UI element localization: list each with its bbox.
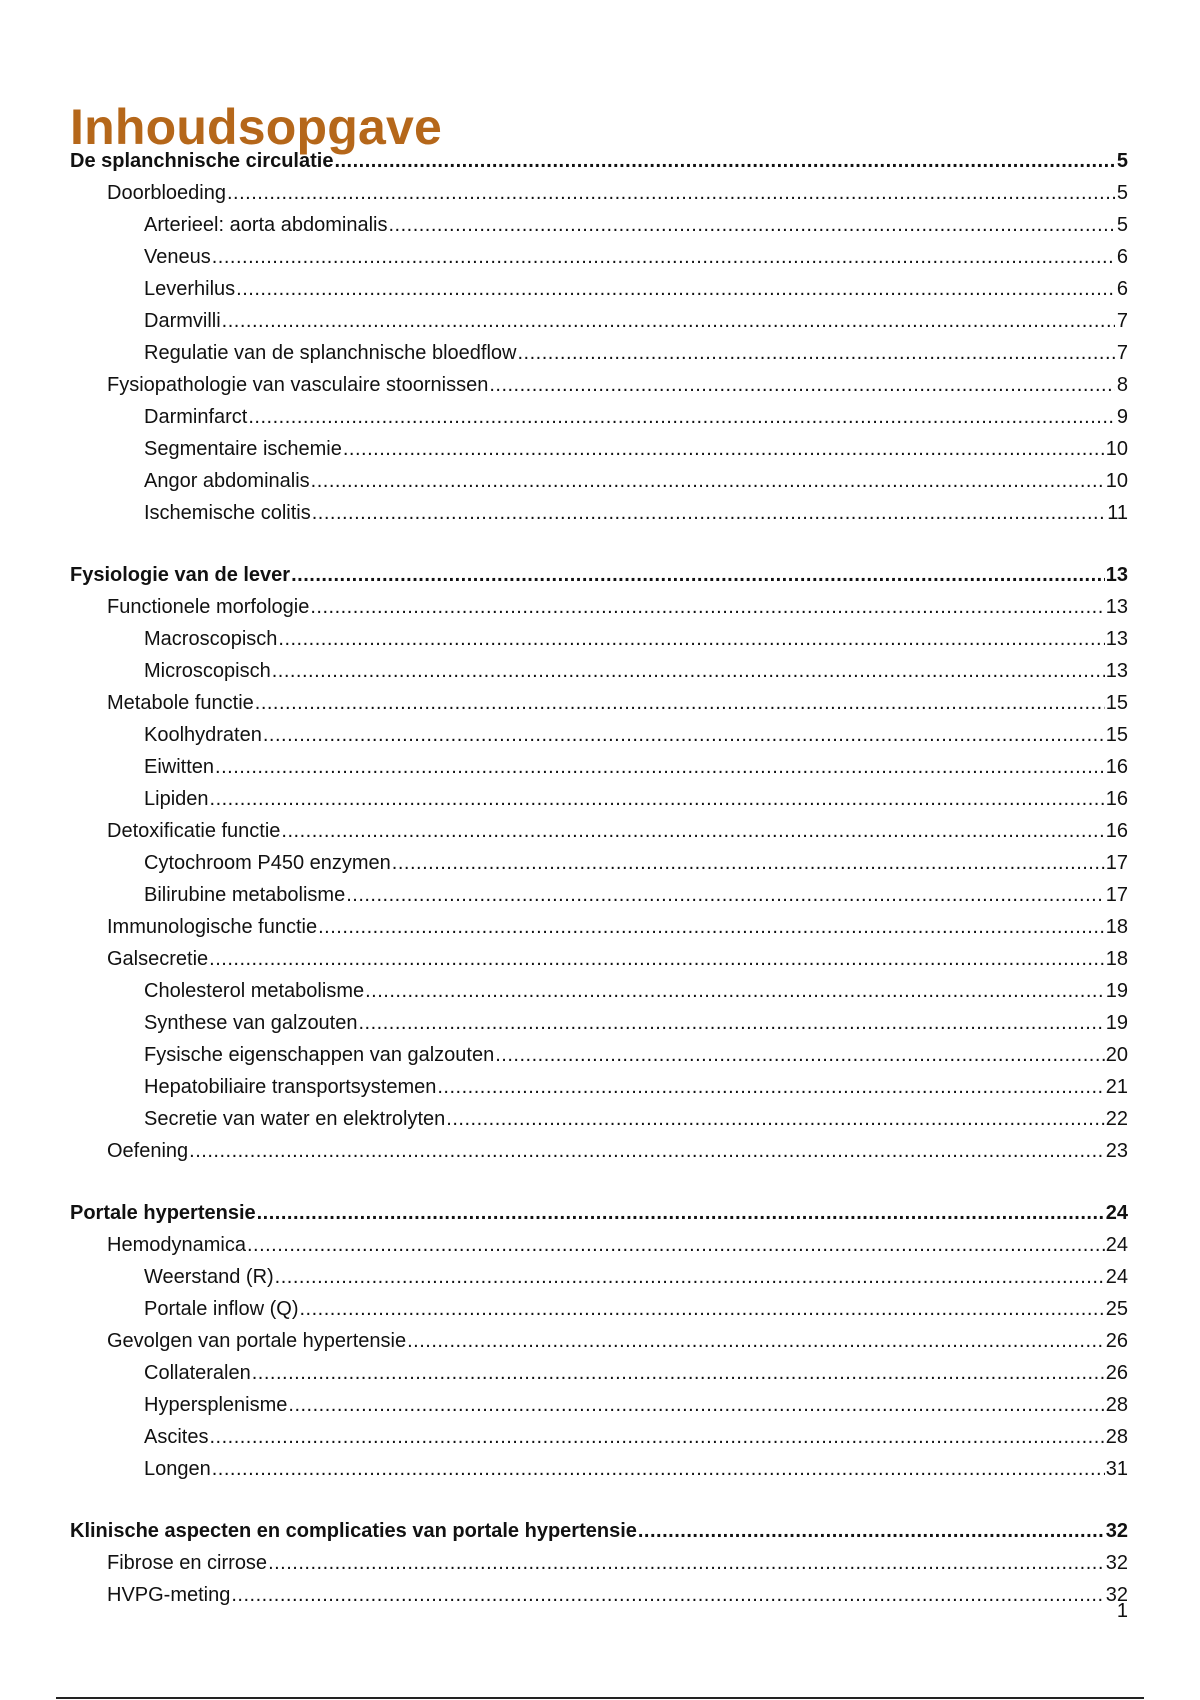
toc-entry-page: 32 xyxy=(1105,1520,1128,1542)
toc-entry-page: 26 xyxy=(1105,1362,1128,1384)
toc-entry-label: De splanchnische circulatie xyxy=(70,150,334,172)
toc-entry-page: 16 xyxy=(1105,756,1128,778)
toc-entry-page: 32 xyxy=(1105,1584,1128,1606)
toc-entry-page: 23 xyxy=(1105,1140,1128,1162)
toc-subsection-entry[interactable] xyxy=(70,1389,1128,1421)
toc-subsection-entry[interactable] xyxy=(70,273,1128,305)
toc-dot-leader xyxy=(209,1421,1104,1453)
toc-entry-page: 24 xyxy=(1105,1266,1128,1288)
toc-subsection-entry[interactable] xyxy=(70,1071,1128,1103)
toc-dot-leader xyxy=(318,911,1105,943)
toc-subsection-entry[interactable] xyxy=(70,623,1128,655)
toc-subsection-entry[interactable] xyxy=(70,975,1128,1007)
toc-entry-label: Darmvilli xyxy=(144,310,221,332)
toc-entry-label: Fysiologie van de lever xyxy=(70,564,291,586)
toc-subsection-entry[interactable] xyxy=(70,209,1128,241)
toc-dot-leader xyxy=(189,1135,1105,1167)
toc-dot-leader xyxy=(209,943,1105,975)
toc-subsection-entry[interactable] xyxy=(70,241,1128,273)
toc-entry-page: 5 xyxy=(1116,150,1128,172)
toc-entry-page: 5 xyxy=(1116,214,1128,236)
toc-entry-page: 19 xyxy=(1105,980,1128,1002)
toc-entry-page: 15 xyxy=(1105,724,1128,746)
toc-chapter-entry[interactable] xyxy=(70,1197,1128,1229)
toc-entry-label: Fysische eigenschappen van galzouten xyxy=(144,1044,495,1066)
toc-entry-label: Detoxificatie functie xyxy=(107,820,281,842)
toc-entry-page: 6 xyxy=(1116,246,1128,268)
toc-dot-leader xyxy=(281,815,1104,847)
toc-entry-page: 9 xyxy=(1116,406,1128,428)
toc-subsection-entry[interactable] xyxy=(70,337,1128,369)
toc-entry-page: 16 xyxy=(1105,788,1128,810)
toc-entry-label: Klinische aspecten en complicaties van portale hypertensie xyxy=(70,1520,637,1542)
toc-dot-leader xyxy=(278,623,1104,655)
toc-dot-leader xyxy=(495,1039,1105,1071)
toc-entry-page: 10 xyxy=(1105,438,1128,460)
toc-section-entry[interactable] xyxy=(70,369,1128,401)
toc-dot-leader xyxy=(437,1071,1104,1103)
toc-entry-page: 17 xyxy=(1105,884,1128,906)
toc-entry-label: Darminfarct xyxy=(144,406,248,428)
toc-entry-label: Immunologische functie xyxy=(107,916,318,938)
toc-dot-leader xyxy=(638,1515,1105,1547)
toc-entry-label: Portale inflow (Q) xyxy=(144,1298,299,1320)
toc-entry-page: 8 xyxy=(1116,374,1128,396)
toc-entry-page: 13 xyxy=(1105,628,1128,650)
toc-entry-label: Lipiden xyxy=(144,788,209,810)
toc-subsection-entry[interactable] xyxy=(70,465,1128,497)
toc-section xyxy=(70,145,1128,529)
toc-dot-leader xyxy=(365,975,1105,1007)
toc-entry-label: Hypersplenisme xyxy=(144,1394,288,1416)
toc-subsection-entry[interactable] xyxy=(70,1007,1128,1039)
toc-entry-label: Hemodynamica xyxy=(107,1234,246,1256)
toc-chapter-entry[interactable] xyxy=(70,145,1128,177)
toc-dot-leader xyxy=(227,177,1115,209)
toc-subsection-entry[interactable] xyxy=(70,497,1128,529)
toc-subsection-entry[interactable] xyxy=(70,719,1128,751)
toc-entry-page: 24 xyxy=(1105,1234,1128,1256)
toc-dot-leader xyxy=(212,241,1115,273)
toc-entry-page: 25 xyxy=(1105,1298,1128,1320)
toc-entry-page: 6 xyxy=(1116,278,1128,300)
toc-entry-page: 13 xyxy=(1105,660,1128,682)
toc-entry-label: Cytochroom P450 enzymen xyxy=(144,852,391,874)
toc-entry-label: Fysiopathologie van vasculaire stoornissen xyxy=(107,374,489,396)
toc-dot-leader xyxy=(346,879,1105,911)
toc-entry-label: Regulatie van de splanchnische bloedflow xyxy=(144,342,517,364)
toc-dot-leader xyxy=(236,273,1115,305)
toc-entry-label: Collateralen xyxy=(144,1362,251,1384)
toc-dot-leader xyxy=(257,1197,1105,1229)
toc-entry-page: 22 xyxy=(1105,1108,1128,1130)
toc-subsection-entry[interactable] xyxy=(70,401,1128,433)
toc-entry-page: 20 xyxy=(1105,1044,1128,1066)
toc-dot-leader xyxy=(312,497,1107,529)
toc-entry-label: Oefening xyxy=(107,1140,189,1162)
toc-entry-label: Macroscopisch xyxy=(144,628,278,650)
toc-entry-page: 10 xyxy=(1105,470,1128,492)
toc-section-entry[interactable] xyxy=(70,1229,1128,1261)
toc-section-entry[interactable] xyxy=(70,911,1128,943)
toc-dot-leader xyxy=(215,751,1105,783)
toc-subsection-entry[interactable] xyxy=(70,1293,1128,1325)
toc-entry-page: 18 xyxy=(1105,948,1128,970)
toc-section-entry[interactable] xyxy=(70,591,1128,623)
toc-dot-leader xyxy=(272,655,1105,687)
toc-subsection-entry[interactable] xyxy=(70,655,1128,687)
toc-dot-leader xyxy=(275,1261,1105,1293)
toc-entry-page: 13 xyxy=(1105,596,1128,618)
toc-entry-label: Arterieel: aorta abdominalis xyxy=(144,214,388,236)
toc-section-entry[interactable] xyxy=(70,1135,1128,1167)
toc-dot-leader xyxy=(359,1007,1105,1039)
toc-section xyxy=(70,1197,1128,1485)
toc-subsection-entry[interactable] xyxy=(70,751,1128,783)
toc-subsection-entry[interactable] xyxy=(70,783,1128,815)
toc-entry-label: Eiwitten xyxy=(144,756,215,778)
toc-entry-page: 31 xyxy=(1105,1458,1128,1480)
toc-dot-leader xyxy=(268,1547,1105,1579)
toc-subsection-entry[interactable] xyxy=(70,1357,1128,1389)
toc-entry-label: Bilirubine metabolisme xyxy=(144,884,346,906)
toc-dot-leader xyxy=(247,1229,1105,1261)
toc-dot-leader xyxy=(263,719,1105,751)
toc-dot-leader xyxy=(248,401,1115,433)
toc-dot-leader xyxy=(343,433,1105,465)
toc-entry-page: 21 xyxy=(1105,1076,1128,1098)
toc-entry-page: 11 xyxy=(1107,502,1128,524)
toc-entry-page: 32 xyxy=(1105,1552,1128,1574)
toc-section-entry[interactable] xyxy=(70,177,1128,209)
toc-entry-page: 16 xyxy=(1105,820,1128,842)
toc-entry-label: HVPG-meting xyxy=(107,1584,231,1606)
toc-entry-page: 24 xyxy=(1105,1202,1128,1224)
toc-entry-label: Functionele morfologie xyxy=(107,596,310,618)
toc-subsection-entry[interactable] xyxy=(70,305,1128,337)
toc-entry-label: Longen xyxy=(144,1458,211,1480)
toc-entry-page: 15 xyxy=(1105,692,1128,714)
toc-entry-label: Secretie van water en elektrolyten xyxy=(144,1108,446,1130)
toc-entry-label: Ischemische colitis xyxy=(144,502,311,524)
toc-section-entry[interactable] xyxy=(70,1325,1128,1357)
toc-entry-page: 7 xyxy=(1116,342,1128,364)
toc-entry-label: Metabole functie xyxy=(107,692,254,714)
toc-entry-page: 26 xyxy=(1105,1330,1128,1352)
page-number: 1 xyxy=(1116,1600,1128,1622)
toc-entry-page: 7 xyxy=(1116,310,1128,332)
toc-dot-leader xyxy=(407,1325,1105,1357)
toc-chapter-entry[interactable] xyxy=(70,559,1128,591)
toc-subsection-entry[interactable] xyxy=(70,879,1128,911)
toc-entry-label: Gevolgen van portale hypertensie xyxy=(107,1330,407,1352)
toc-dot-leader xyxy=(300,1293,1105,1325)
toc-entry-label: Angor abdominalis xyxy=(144,470,310,492)
toc-entry-page: 19 xyxy=(1105,1012,1128,1034)
toc-entry-label: Synthese van galzouten xyxy=(144,1012,358,1034)
footer-divider xyxy=(56,1697,1144,1699)
toc-dot-leader xyxy=(517,337,1115,369)
toc-entry-label: Fibrose en cirrose xyxy=(107,1552,268,1574)
toc-subsection-entry[interactable] xyxy=(70,1453,1128,1485)
toc-dot-leader xyxy=(288,1389,1104,1421)
toc-dot-leader xyxy=(311,465,1105,497)
toc-subsection-entry[interactable] xyxy=(70,433,1128,465)
toc-subsection-entry[interactable] xyxy=(70,1261,1128,1293)
toc-dot-leader xyxy=(210,783,1105,815)
toc-section xyxy=(70,559,1128,1167)
toc-dot-leader xyxy=(489,369,1115,401)
toc-entry-label: Portale hypertensie xyxy=(70,1202,256,1224)
toc-dot-leader xyxy=(388,209,1115,241)
toc-entry-label: Veneus xyxy=(144,246,211,268)
toc-dot-leader xyxy=(212,1453,1105,1485)
toc-dot-leader xyxy=(252,1357,1105,1389)
toc-entry-page: 13 xyxy=(1105,564,1128,586)
toc-entry-label: Segmentaire ischemie xyxy=(144,438,342,460)
toc-entry-page: 17 xyxy=(1105,852,1128,874)
toc-subsection-entry[interactable] xyxy=(70,1421,1128,1453)
toc-dot-leader xyxy=(334,145,1115,177)
page-title: Inhoudsopgave xyxy=(70,98,443,155)
toc-entry-label: Cholesterol metabolisme xyxy=(144,980,365,1002)
toc-entry-label: Leverhilus xyxy=(144,278,236,300)
table-of-contents xyxy=(70,145,1128,1611)
toc-entry-page: 28 xyxy=(1105,1394,1128,1416)
toc-dot-leader xyxy=(310,591,1104,623)
toc-dot-leader xyxy=(446,1103,1104,1135)
toc-dot-leader xyxy=(222,305,1115,337)
toc-entry-label: Microscopisch xyxy=(144,660,271,682)
toc-entry-label: Koolhydraten xyxy=(144,724,262,746)
toc-section-entry[interactable] xyxy=(70,1547,1128,1579)
toc-entry-page: 5 xyxy=(1116,182,1128,204)
toc-entry-page: 28 xyxy=(1105,1426,1128,1448)
toc-entry-page: 18 xyxy=(1105,916,1128,938)
toc-dot-leader xyxy=(231,1579,1104,1611)
toc-subsection-entry[interactable] xyxy=(70,1039,1128,1071)
toc-chapter-entry[interactable] xyxy=(70,1515,1128,1547)
toc-subsection-entry[interactable] xyxy=(70,847,1128,879)
toc-entry-label: Doorbloeding xyxy=(107,182,226,204)
toc-entry-label: Galsecretie xyxy=(107,948,209,970)
toc-section-entry[interactable] xyxy=(70,687,1128,719)
toc-dot-leader xyxy=(291,559,1105,591)
toc-entry-label: Ascites xyxy=(144,1426,209,1448)
toc-subsection-entry[interactable] xyxy=(70,1103,1128,1135)
toc-section xyxy=(70,1515,1128,1611)
toc-dot-leader xyxy=(392,847,1105,879)
toc-section-entry[interactable] xyxy=(70,815,1128,847)
toc-entry-label: Hepatobiliaire transportsystemen xyxy=(144,1076,437,1098)
toc-entry-label: Weerstand (R) xyxy=(144,1266,274,1288)
toc-section-entry[interactable] xyxy=(70,1579,1128,1611)
toc-dot-leader xyxy=(255,687,1105,719)
toc-section-entry[interactable] xyxy=(70,943,1128,975)
